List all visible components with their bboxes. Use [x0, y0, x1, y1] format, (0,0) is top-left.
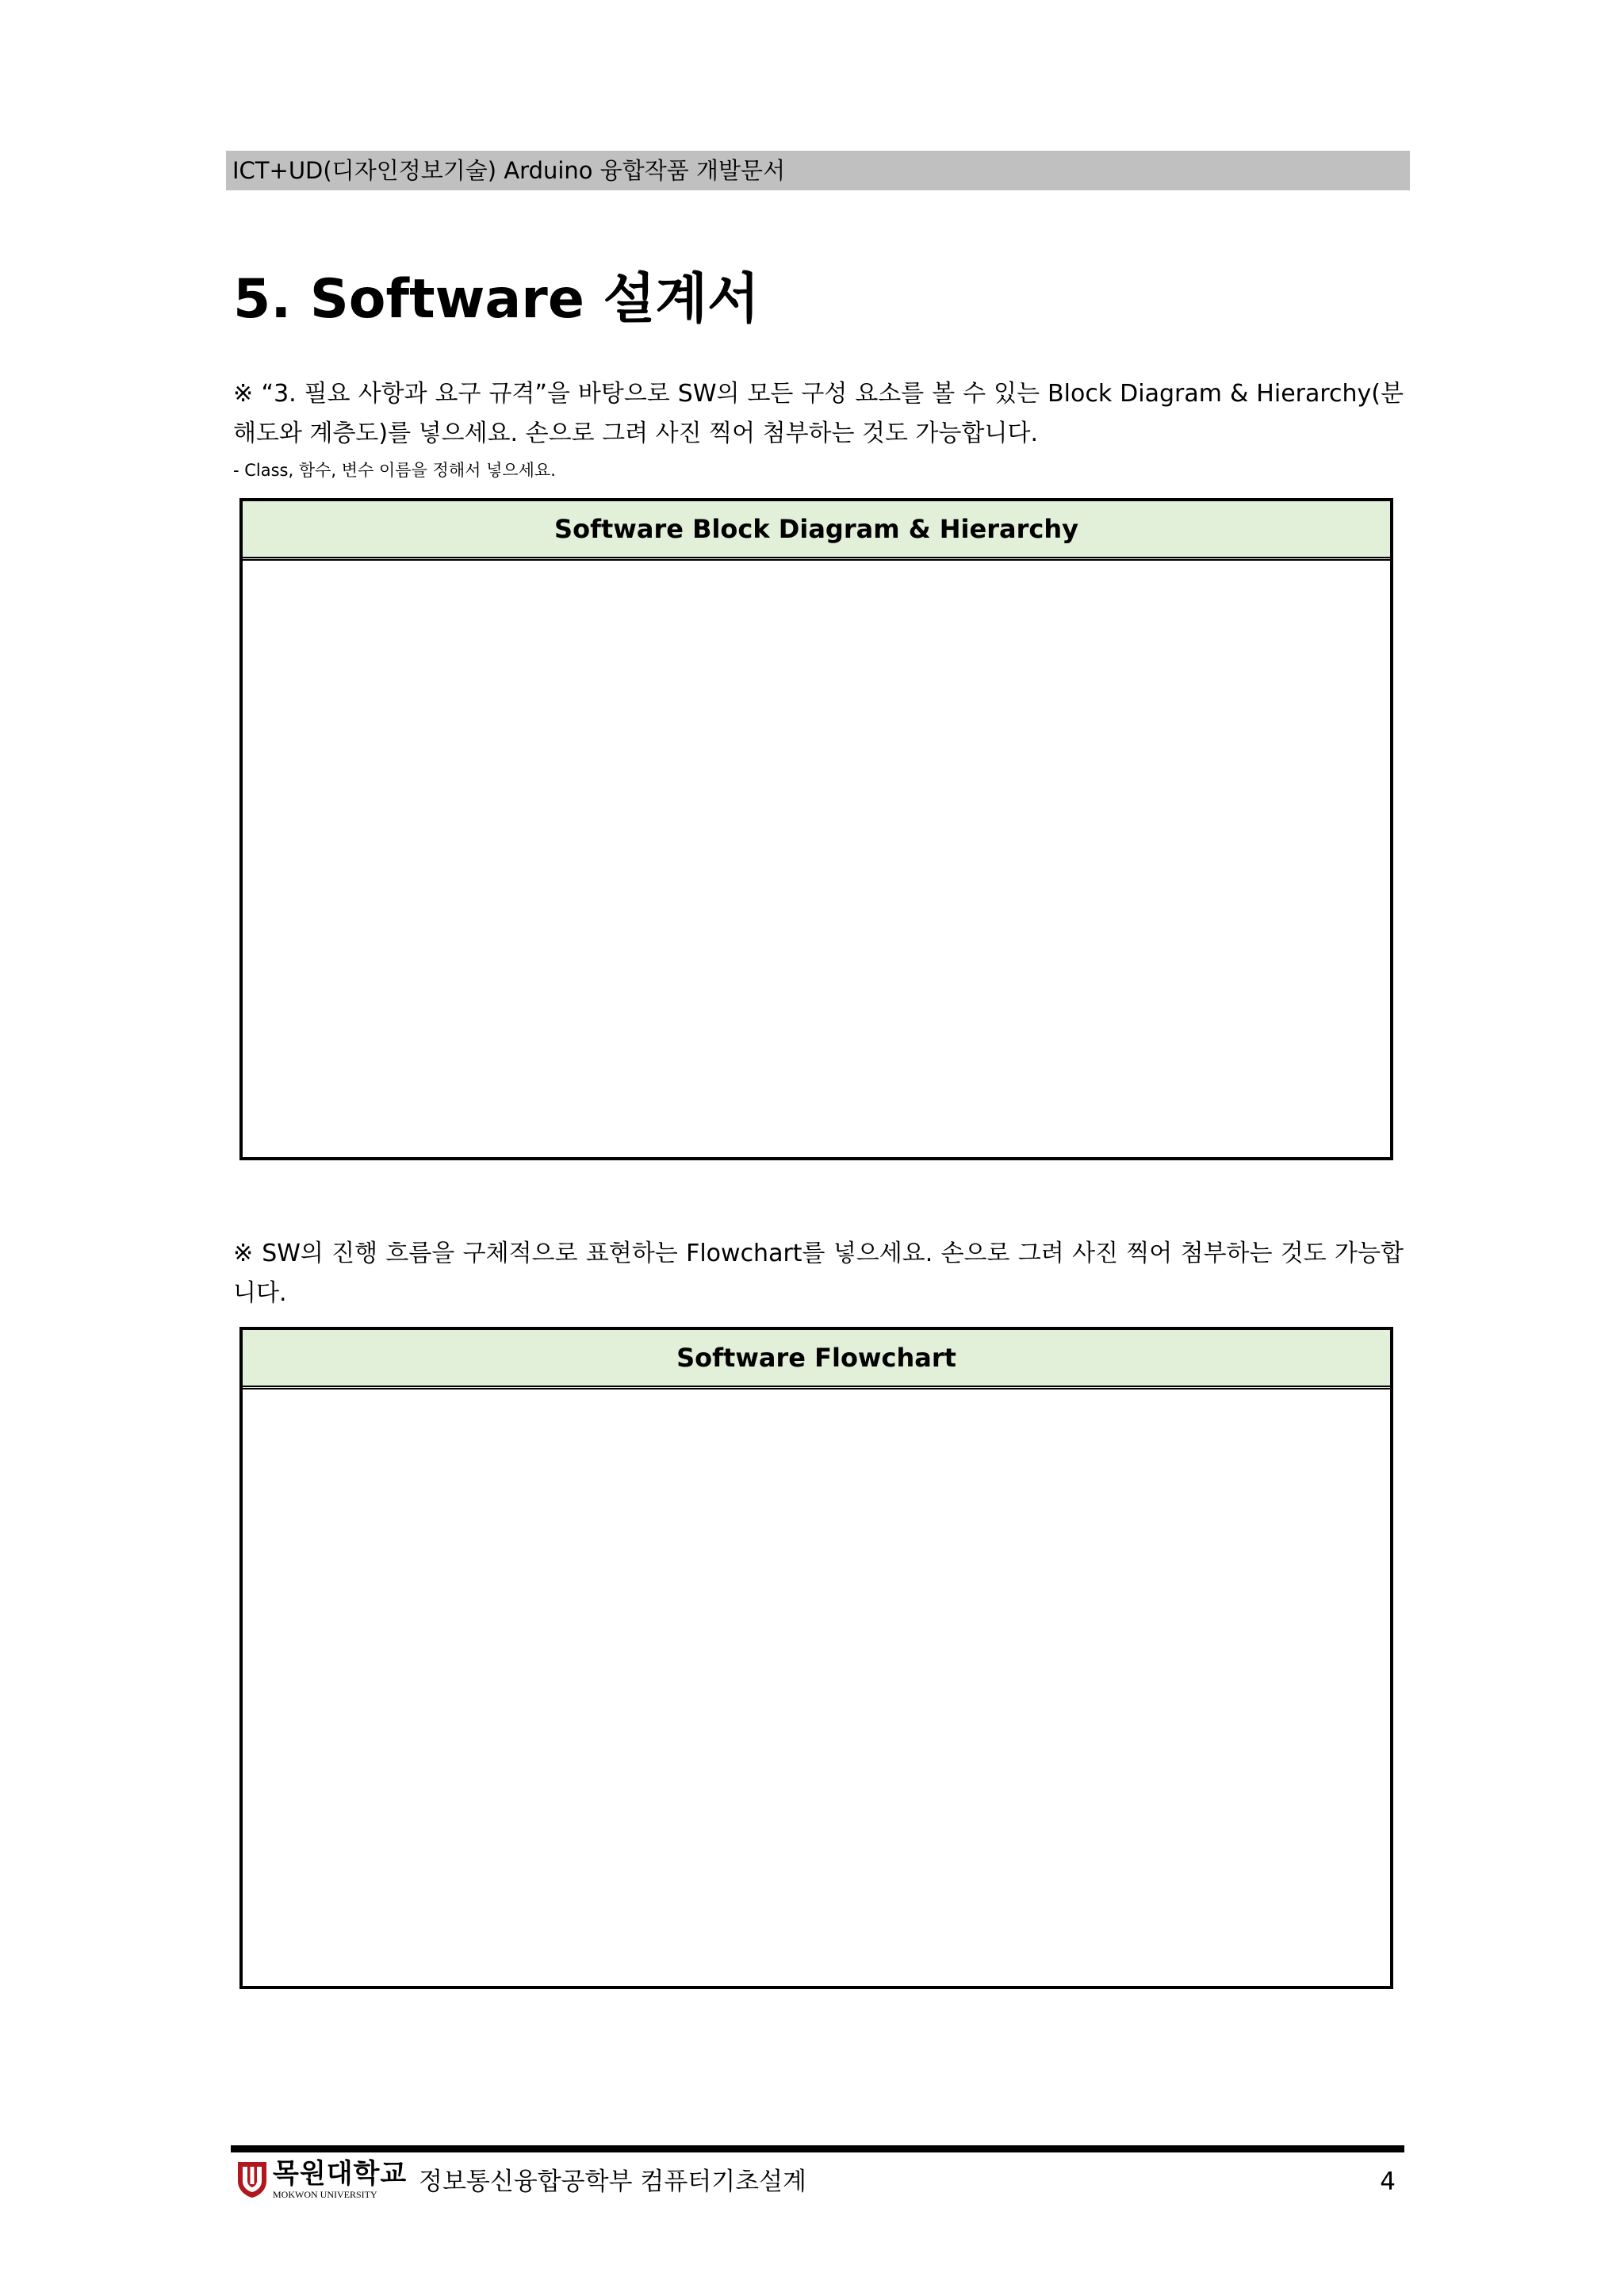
- block-diagram-note: - Class, 함수, 변수 이름을 정해서 넣으세요.: [233, 461, 556, 480]
- logo-name-english: MOKWON UNIVERSITY: [273, 2189, 377, 2200]
- flowchart-box: [239, 1327, 1393, 1989]
- logo-name-korean: 목원대학교: [273, 2158, 408, 2190]
- block-diagram-box-title: Software Block Diagram & Hierarchy: [243, 501, 1390, 561]
- flowchart-instruction: ※ SW의 진행 흐름을 구체적으로 표현하는 Flowchart를 넣으세요. 손으로 그려 사진 찍어 첨부하는 것도 가능합니다.: [233, 1240, 1404, 1307]
- block-diagram-box: [239, 498, 1393, 1160]
- section-title: 5. Software 설계서: [233, 268, 760, 331]
- university-emblem-icon: [236, 2160, 268, 2198]
- page-number: 4: [1380, 2168, 1396, 2196]
- footer-divider: [231, 2145, 1404, 2152]
- block-diagram-instruction: ※ “3. 필요 사항과 요구 규격”을 바탕으로 SW의 모든 구성 요소를 볼 수 있는 Block Diagram & Hierarchy(분해도와 계층도)를 넣으세요. 손으로 그려 사진 찍어 첨부하는 것도 가능합니다.: [233, 380, 1404, 447]
- footer-department: 정보통신융합공학부 컴퓨터기초설계: [419, 2168, 806, 2196]
- document-header: ICT+UD(디자인정보기술) Arduino 융합작품 개발문서: [226, 151, 1410, 190]
- flowchart-box-title: Software Flowchart: [243, 1330, 1390, 1389]
- university-logo: [236, 2156, 407, 2203]
